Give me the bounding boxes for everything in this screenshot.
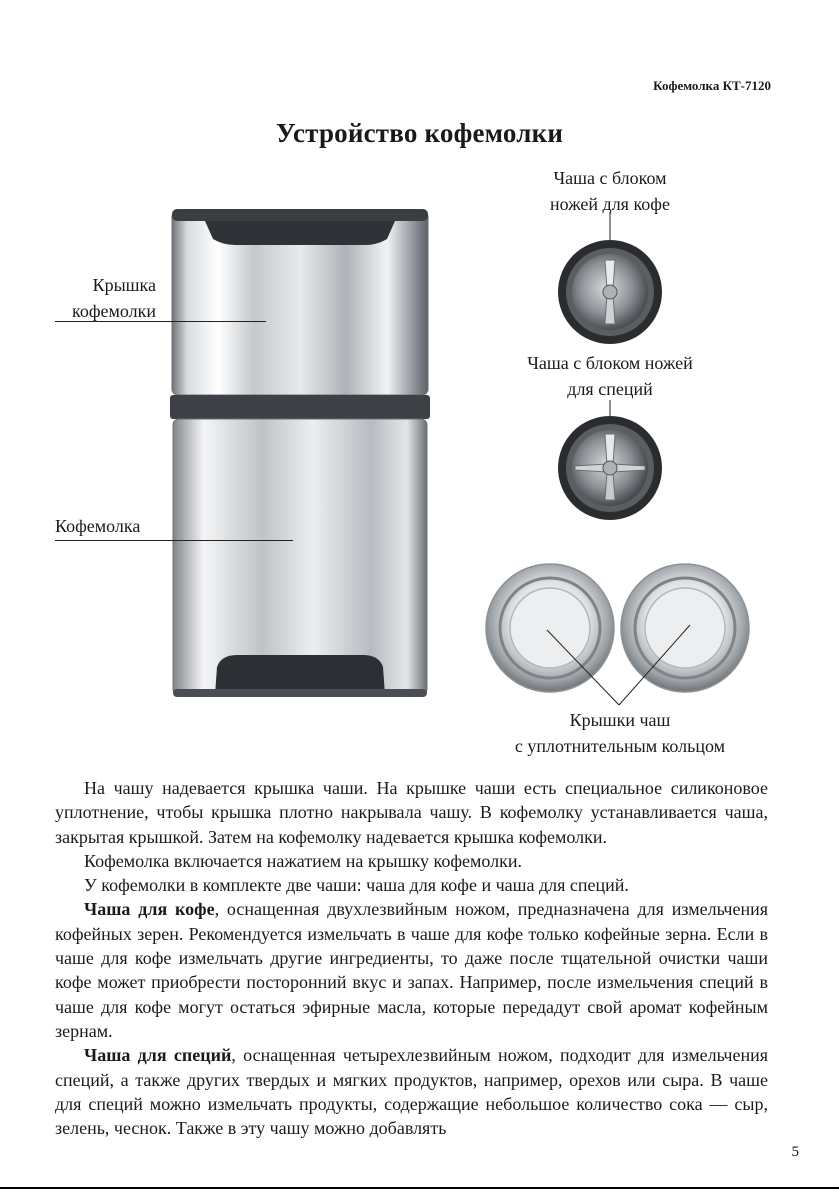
spice-bowl-image xyxy=(555,400,665,520)
bowl-lids-image xyxy=(485,555,755,705)
paragraph-4-term: Чаша для кофе xyxy=(84,899,215,920)
label-bowl-lids-line-1: Крышки чаш xyxy=(569,710,671,730)
leader-line-lid xyxy=(55,321,266,322)
label-spice-bowl-line-1: Чаша с блоком ножей xyxy=(527,353,693,373)
label-coffee-bowl-line-1: Чаша с блоком xyxy=(553,168,667,188)
page-bottom-border xyxy=(0,1187,839,1189)
page-number: 5 xyxy=(791,1144,799,1160)
label-spice-bowl xyxy=(490,350,730,402)
label-grinder-lid xyxy=(40,272,156,324)
label-grinder-lid-line-1: Крышка xyxy=(92,275,156,295)
body-text xyxy=(55,776,768,1140)
paragraph-2: Кофемолка включается нажатием на крышку кофемолки. xyxy=(84,850,523,871)
paragraph-5-text: , оснащенная четырехлезвийным ножом, подходит для измельчения специй, а также других твердых и мягких продуктов, например, орехов или сыра. В чаше для специй можно измельчать продукты, содержащие небольшое количество сока — сыр, зелень, чеснок. Также в эту чашу можно добавлять xyxy=(55,1045,768,1139)
paragraph-5-term: Чаша для специй xyxy=(84,1045,232,1066)
label-bowl-lids xyxy=(480,707,760,759)
running-header: Кофемолка КТ-7120 xyxy=(653,78,771,93)
label-spice-bowl-line-2: для специй xyxy=(567,379,653,399)
page-title: Устройство кофемолки xyxy=(275,118,564,148)
paragraph-4-text: , оснащенная двухлезвийным ножом, предназначена для измельчения кофейных зерен. Рекомендуется измельчать в чаше для кофе только кофейные зерна. Если в чаше для кофе измельчать другие ингредиенты, то даже после тщательной очистки чаши кофе может приобрести посторонний вкус и запах. Например, после измельчения специй в чаше для кофе могут остаться эфирные масла, которые передадут свой аромат кофейным зернам. xyxy=(55,899,768,1041)
paragraph-5 xyxy=(55,1043,768,1140)
label-bowl-lids-line-2: с уплотнительным кольцом xyxy=(514,736,726,756)
leader-line-grinder xyxy=(55,540,293,541)
coffee-bowl-image xyxy=(555,212,665,344)
paragraph-4 xyxy=(55,897,768,1043)
label-grinder: Кофемолка xyxy=(55,516,141,536)
label-coffee-bowl xyxy=(500,165,720,217)
paragraph-1: На чашу надевается крышка чаши. На крышке чаши есть специальное силиконовое уплотнение, чтобы крышка плотно накрывала чашу. В кофемолку устанавливается чаша, закрытая крышкой. Затем на кофемолку надевается крышка кофемолки. xyxy=(55,778,768,847)
coffee-grinder-image xyxy=(165,205,435,705)
paragraph-3: У кофемолки в комплекте две чаши: чаша для кофе и чаша для специй. xyxy=(84,875,629,896)
label-grinder-lid-line-2: кофемолки xyxy=(72,301,156,321)
label-coffee-bowl-line-2: ножей для кофе xyxy=(550,194,670,214)
